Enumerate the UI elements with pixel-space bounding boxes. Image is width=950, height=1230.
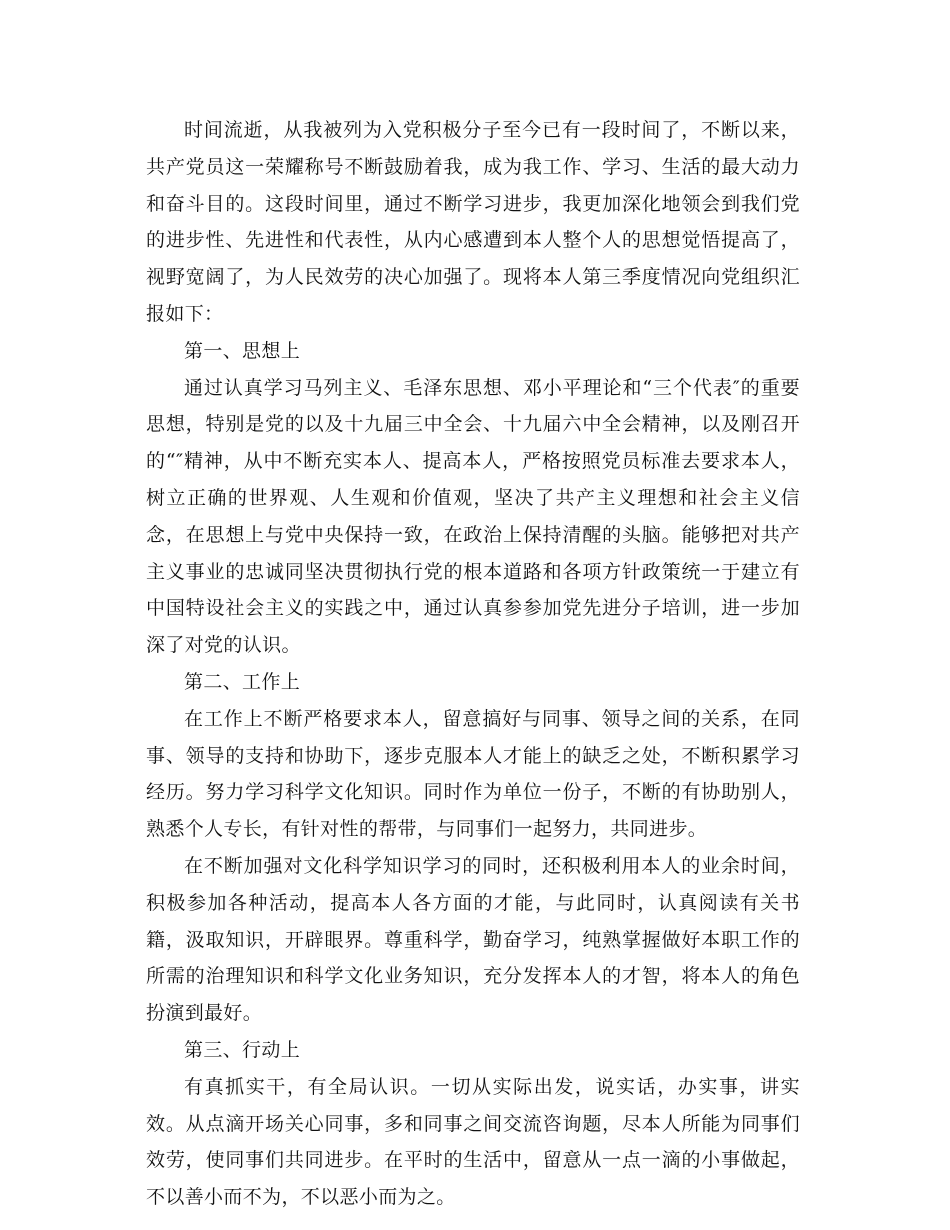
section-heading-work: 第二、工作上 xyxy=(184,670,301,693)
action-paragraph: 有真抓实干，有全局认识。一切从实际出发，说实话，办实事，讲实效。从点滴开场关心同事，多和同事之间交流咨询题，尽本人所能为同事们效劳，使同事们共同进步。在平时的生活中，留意从一点一滴的小事做起，不以善小而不为，不以恶小而为之。 xyxy=(146,1075,800,1209)
work-paragraph-1: 在工作上不断严格要求本人，留意搞好与同事、领导之间的关系，在同事、领导的支持和协助下，逐步克服本人才能上的缺乏之处，不断积累学习经历。努力学习科学文化知识。同时作为单位一份子，不断的有协助别人，熟悉个人专长，有针对性的帮带，与同事们一起努力，共同进步。 xyxy=(146,707,800,841)
work-paragraph-2: 在不断加强对文化科学知识学习的同时，还积极利用本人的业余时间，积极参加各种活动，提高本人各方面的才能，与此同时，认真阅读有关书籍，汲取知识，开辟眼界。尊重科学，勤奋学习，纯熟掌握做好本职工作的所需的治理知识和科学文化业务知识，充分发挥本人的才智，将本人的角色扮演到最好。 xyxy=(146,854,800,1025)
section-heading-ideology: 第一、思想上 xyxy=(184,339,301,362)
intro-paragraph: 时间流逝，从我被列为入党积极分子至今已有一段时间了，不断以来，共产党员这一荣耀称号不断鼓励着我，成为我工作、学习、生活的最大动力和奋斗目的。这段时间里，通过不断学习进步，我更加深化地领会到我们党的进步性、先进性和代表性，从内心感遭到本人整个人的思想觉悟提高了，视野宽阔了，为人民效劳的决心加强了。现将本人第三季度情况向党组织汇报如下： xyxy=(146,119,800,325)
section-heading-action: 第三、行动上 xyxy=(184,1038,301,1061)
ideology-paragraph: 通过认真学习马列主义、毛泽东思想、邓小平理论和“三个代表″的重要思想，特别是党的以及十九届三中全会、十九届六中全会精神，以及刚召开的“″精神，从中不断充实本人、提高本人，严格按照党员标准去要求本人，树立正确的世界观、人生观和价值观，坚决了共产主义理想和社会主义信念，在思想上与党中央保持一致，在政治上保持清醒的头脑。能够把对共产主义事业的忠诚同坚决贯彻执行党的根本道路和各项方针政策统一于建立有中国特设社会主义的实践之中，通过认真参参加党先进分子培训，进一步加深了对党的认识。 xyxy=(146,376,800,657)
